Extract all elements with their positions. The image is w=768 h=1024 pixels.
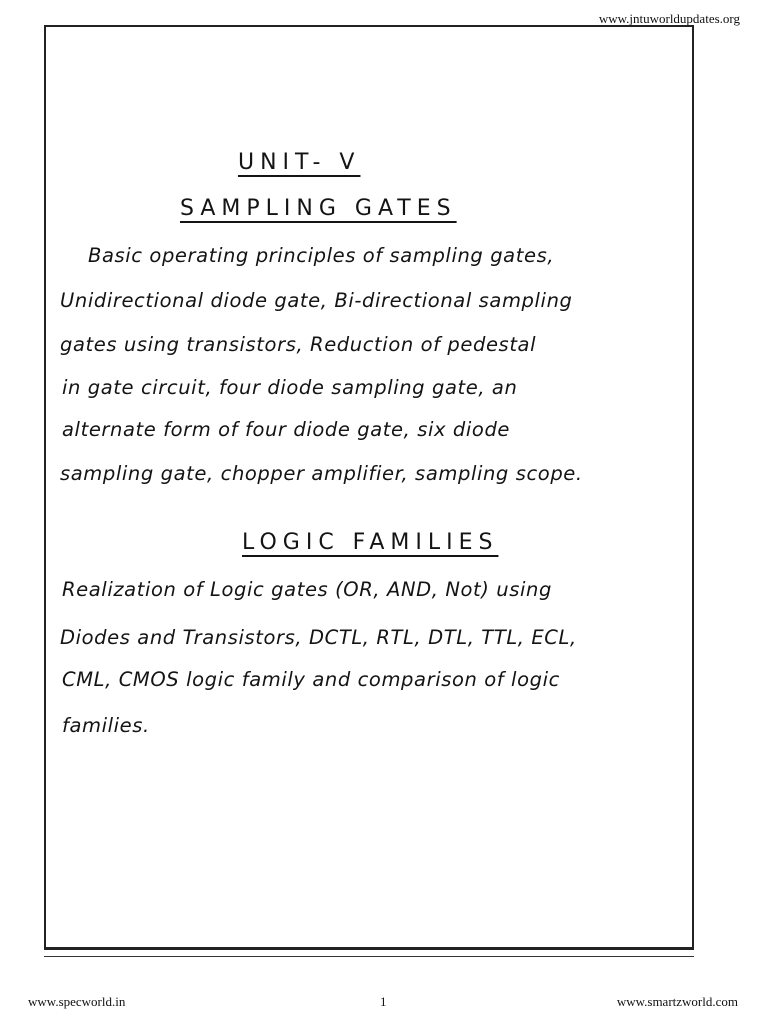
unit-title: UNIT- V — [238, 150, 361, 175]
text-line: families. — [62, 714, 150, 737]
page-border — [44, 25, 694, 950]
footer-left-url: www.specworld.in — [28, 994, 126, 1009]
text-line: alternate form of four diode gate, six diode — [62, 418, 511, 441]
text-line: CML, CMOS logic family and comparison of logic — [62, 668, 560, 691]
text-line: Unidirectional diode gate, Bi-directional sampling — [60, 289, 573, 312]
section-heading-sampling-gates: SAMPLING GATES — [180, 196, 457, 221]
text-line: sampling gate, chopper amplifier, sampling scope. — [60, 462, 583, 485]
text-line: Basic operating principles of sampling gates, — [88, 244, 555, 267]
page-number: 1 — [380, 994, 387, 1009]
page-border-bottom-rule — [44, 956, 694, 957]
text-line: in gate circuit, four diode sampling gate, an — [62, 376, 518, 399]
header-url: www.jntuworldupdates.org — [598, 11, 740, 26]
text-line: Diodes and Transistors, DCTL, RTL, DTL, TTL, ECL, — [60, 626, 577, 649]
footer-right-url: www.smartzworld.com — [616, 994, 738, 1009]
section-heading-logic-families: LOGIC FAMILIES — [242, 530, 499, 555]
text-line: Realization of Logic gates (OR, AND, Not) using — [62, 578, 552, 601]
text-line: gates using transistors, Reduction of pedestal — [60, 333, 537, 356]
